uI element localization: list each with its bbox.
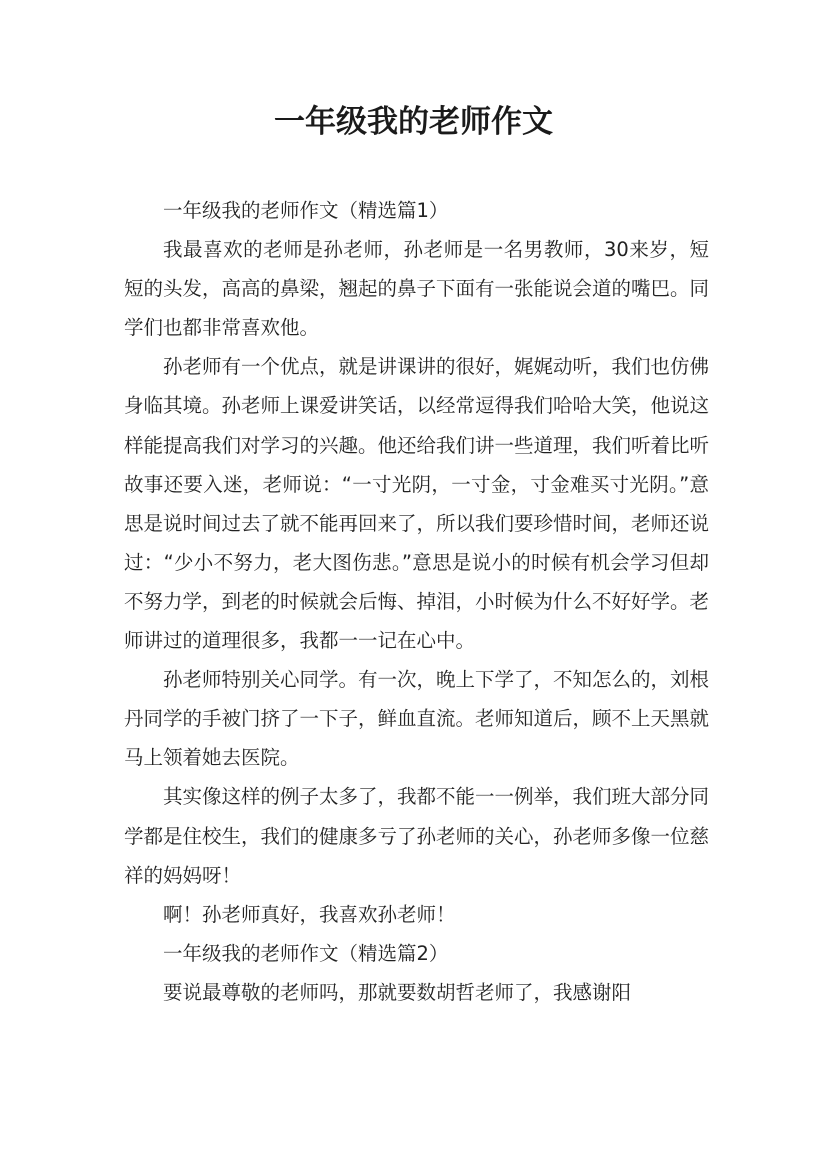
section-heading: 一年级我的老师作文（精选篇1）: [163, 199, 449, 222]
paragraph: 其实像这样的例子太多了，我都不能一一例举，我们班大部分同学都是住校生，我们的健康多亏了孙老师的关心，孙老师多像一位慈祥的妈妈呀！: [124, 785, 710, 887]
section-heading: 一年级我的老师作文（精选篇2）: [163, 941, 449, 965]
paragraph: 要说最尊敬的老师吗，那就要数胡哲老师了，我感谢阳: [163, 980, 632, 1004]
paragraph: 孙老师特别关心同学。有一次，晚上下学了，不知怎么的，刘根丹同学的手被门挤了一下子，鲜血直流。老师知道后，顾不上天黑就马上领着她去医院。: [124, 668, 710, 770]
paragraph: 孙老师有一个优点，就是讲课讲的很好，娓娓动听，我们也仿佛身临其境。孙老师上课爱讲笑话，以经常逗得我们哈哈大笑，他说这样能提高我们对学习的兴趣。他还给我们讲一些道理，我们听着比听故事还要入迷，老师说：“一寸光阴，一寸金，寸金难买寸光阴。”意思是说时间过去了就不能再回来了，所以我们要珍惜时间，老师还说过：“少小不努力，老大图伤悲。”意思是说小的时候有机会学习但却不努力学，到老的时候就会后悔、掉泪，小时候为什么不好好学。老师讲过的道理很多，我都一一记在心中。: [124, 355, 710, 653]
document-title: 一年级我的老师作文: [274, 104, 553, 140]
paragraph: 我最喜欢的老师是孙老师，孙老师是一名男教师，30来岁，短短的头发，高高的鼻梁，翘起的鼻子下面有一张能说会道的嘴巴。同学们也都非常喜欢他。: [124, 238, 710, 340]
document-body: [124, 191, 709, 1012]
paragraph: 啊！孙老师真好，我喜欢孙老师！: [163, 902, 456, 926]
